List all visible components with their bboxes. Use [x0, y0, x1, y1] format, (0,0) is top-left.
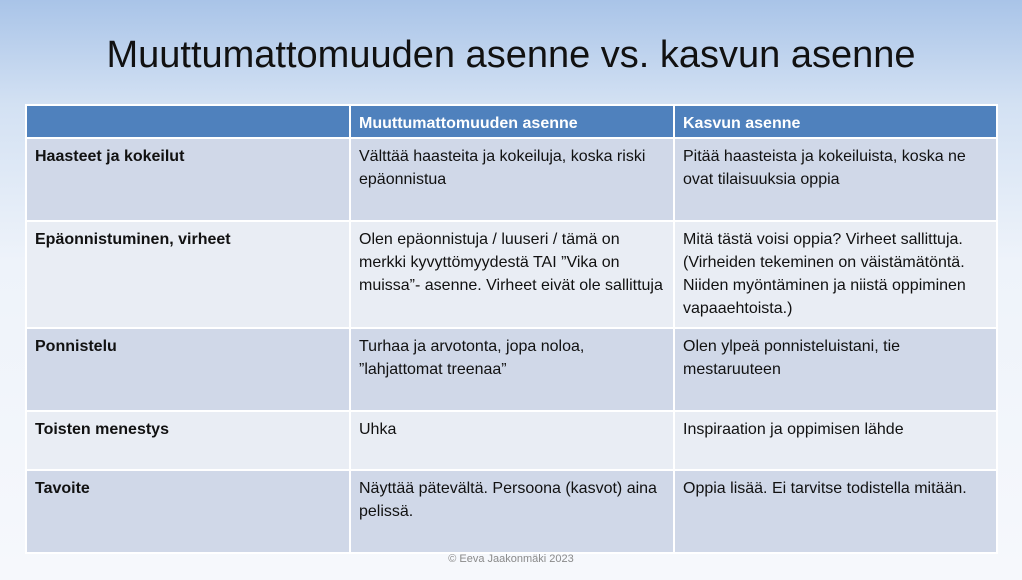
header-cell-growth-mindset: Kasvun asenne: [674, 105, 997, 138]
fixed-mindset-cell: Näyttää pätevältä. Persoona (kasvot) aina pelissä.: [350, 470, 674, 553]
row-label: Toisten menestys: [26, 411, 350, 470]
row-label: Haasteet ja kokeilut: [26, 138, 350, 221]
row-label: Tavoite: [26, 470, 350, 553]
growth-mindset-cell: Mitä tästä voisi oppia? Virheet sallittuja. (Virheiden tekeminen on väistämätöntä. Niiden myöntäminen ja niistä oppiminen vapaaehtoista.): [674, 221, 997, 328]
fixed-mindset-cell: Olen epäonnistuja / luuseri / tämä on merkki kyvyttömyydestä TAI ”Vika on muissa”- asenne. Virheet eivät ole sallittuja: [350, 221, 674, 328]
table-row: [26, 328, 997, 411]
table-row: [26, 138, 997, 221]
table-row: [26, 221, 997, 328]
growth-mindset-cell: Inspiraation ja oppimisen lähde: [674, 411, 997, 470]
row-label: Epäonnistuminen, virheet: [26, 221, 350, 328]
copyright-footer: © Eeva Jaakonmäki 2023: [448, 553, 574, 565]
table-header-row: [26, 105, 997, 138]
comparison-table: [25, 104, 998, 554]
header-cell-fixed-mindset: Muuttumattomuuden asenne: [350, 105, 674, 138]
fixed-mindset-cell: Välttää haasteita ja kokeiluja, koska riski epäonnistua: [350, 138, 674, 221]
growth-mindset-cell: Olen ylpeä ponnisteluistani, tie mestaruuteen: [674, 328, 997, 411]
growth-mindset-cell: Pitää haasteista ja kokeiluista, koska ne ovat tilaisuuksia oppia: [674, 138, 997, 221]
row-label: Ponnistelu: [26, 328, 350, 411]
header-cell-empty: [26, 105, 350, 138]
table-row: [26, 470, 997, 553]
fixed-mindset-cell: Uhka: [350, 411, 674, 470]
growth-mindset-cell: Oppia lisää. Ei tarvitse todistella mitään.: [674, 470, 997, 553]
table-row: [26, 411, 997, 470]
slide-title: Muuttumattomuuden asenne vs. kasvun asenne: [106, 34, 916, 76]
fixed-mindset-cell: Turhaa ja arvotonta, jopa noloa, ”lahjattomat treenaa”: [350, 328, 674, 411]
